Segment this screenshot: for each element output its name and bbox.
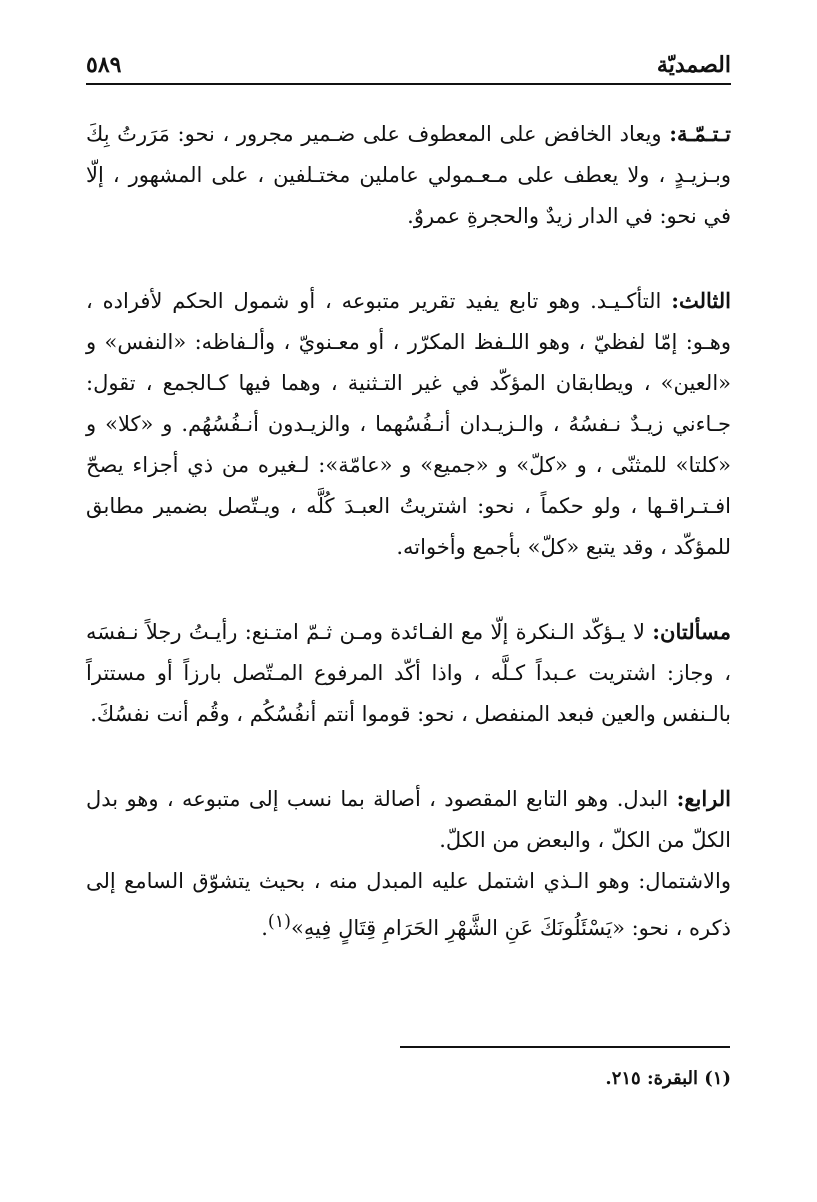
section-label-two-issues: مسألتان: bbox=[652, 619, 731, 644]
page-number: ٥٨٩ bbox=[86, 52, 122, 78]
footnote-rule bbox=[400, 1046, 730, 1048]
main-text bbox=[86, 113, 731, 949]
paragraph-fourth bbox=[86, 778, 731, 861]
footnote-marker: (١) bbox=[267, 912, 291, 932]
footnote: (١) البقرة: ٢١٥. bbox=[605, 1068, 731, 1089]
section-text-tatimma: ويعاد الخافض على المعطوف على ضـمير مجرور ، نحو: مَرَرتُ بِكَ وبـزيـدٍ ، ولا يعطف على مـعـمولي عاملين مختـلفين ، على المشهور ، إلّا في نحو: في الدار زيدٌ والحجرةِ عمروٌ. bbox=[86, 122, 731, 228]
page-header bbox=[86, 48, 731, 82]
section-text-fourth: البدل. وهو التابع المقصود ، أصالة بما نسب إلى متبوعه ، وهو بدل الكلّ من الكلّ ، والبعض من الكلّ. bbox=[86, 787, 731, 852]
paragraph-two-issues bbox=[86, 611, 731, 735]
paragraph-ishtimal bbox=[86, 861, 731, 949]
header-rule bbox=[86, 83, 731, 85]
paragraph-tatimma bbox=[86, 113, 731, 237]
section-end-punctuation: . bbox=[261, 916, 268, 940]
section-text-ishtimal: والاشتمال: وهو الـذي اشتمل عليه المبدل منه ، بحيث يتشوّق السامع إلى ذكره ، نحو: «يَسْئَلُونَكَ عَنِ الشَّهْرِ الحَرَامِ قِتَالٍ فِيهِ» bbox=[86, 869, 731, 940]
section-text-two-issues: لا يـؤكّد الـنكرة إلّا مع الفـائدة ومـن ثـمّ امتـنع: رأيـتُ رجلاً نـفسَه ، وجاز: اشتريت عـبداً كـلَّه ، واذا أكّد المرفوع المـتّصل بارزاً أو مستتراً بالـنفس والعين فبعد المنفصل ، نحو: قوموا أنتم أنفُسُكُم ، وقُم أنت نفسُكَ. bbox=[86, 620, 731, 726]
section-text-third: التأكـيـد. وهو تابع يفيد تقرير متبوعه ، أو شمول الحكم لأفراده ، وهـو: إمّا لفظيّ ، وهو اللـفظ المكرّر ، أو معـنويّ ، وألـفاظه: «النفس» و «العين» ، ويطابقان المؤكّد في غير التـثنية ، وهما فيها كـالجمع ، تقول: جـاءني زيـدٌ نـفسُهُ ، والـزيـدان أنـفُسُهما ، والزيـدون أنـفُسُهُم. و «كلا» و «كلتا» للمثنّى ، و «كلّ» و «جميع» و «عامّة»: لـغيره من ذي أجزاء يصحّ افـتـراقـها ، ولو حكماً ، نحو: اشتريتُ العبـدَ كُلَّه ، ويـتّصل بضمير مطابق للمؤكّد ، وقد يتبع «كلّ» بأجمع وأخواته. bbox=[86, 289, 731, 559]
paragraph-gap bbox=[86, 237, 731, 280]
paragraph-third bbox=[86, 280, 731, 568]
paragraph-gap bbox=[86, 735, 731, 778]
section-label-third: الثالث: bbox=[671, 288, 731, 313]
paragraph-gap bbox=[86, 568, 731, 611]
section-label-fourth: الرابع: bbox=[676, 786, 731, 811]
running-title: الصمديّة bbox=[656, 52, 731, 78]
section-label-tatimma: تـتـمّـة: bbox=[669, 121, 731, 146]
